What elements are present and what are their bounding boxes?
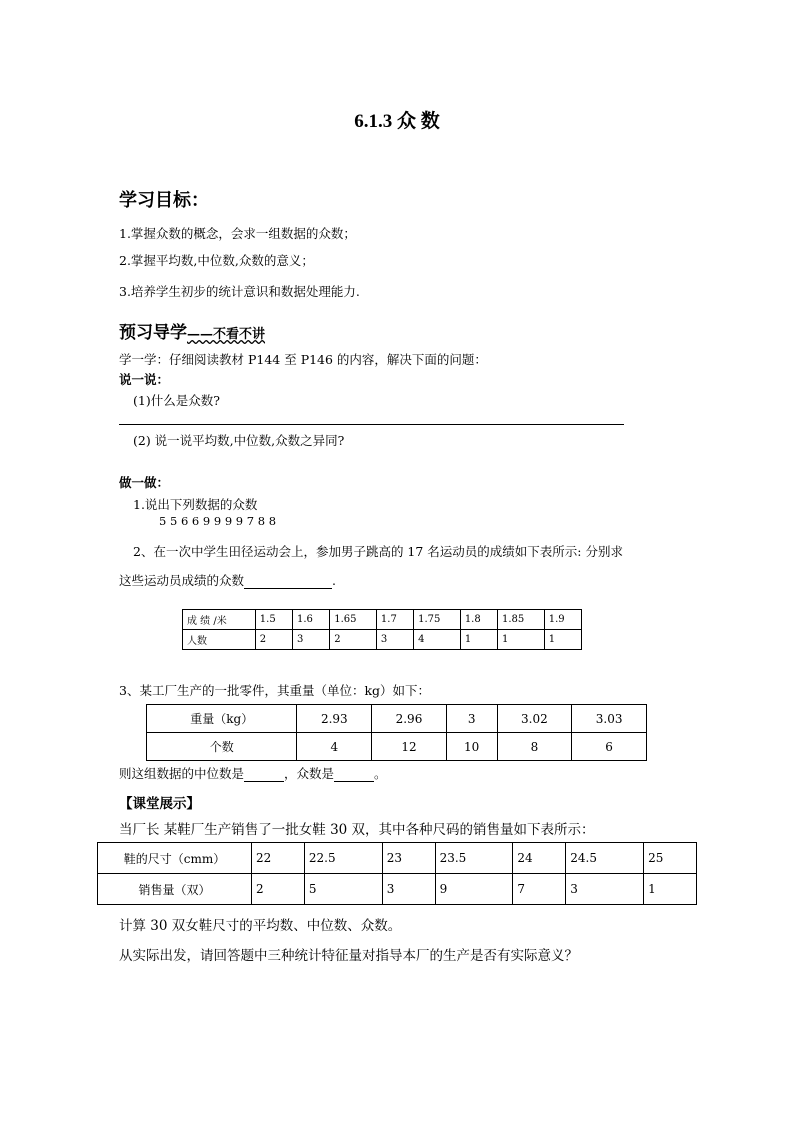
table-cell: 2 — [252, 874, 305, 905]
table-cell: 22 — [252, 843, 305, 874]
table-row — [98, 843, 697, 874]
table-row — [147, 733, 647, 761]
table-cell: 个数 — [147, 733, 297, 761]
table-cell: 3 — [376, 630, 413, 650]
table-cell: 1 — [498, 630, 545, 650]
table-cell: 重量（kg） — [147, 705, 297, 733]
table-cell: 1 — [644, 874, 697, 905]
table-cell: 5 — [304, 874, 382, 905]
table-cell: 2 — [330, 630, 377, 650]
table-cell: 2.93 — [297, 705, 372, 733]
practice-item-2-cont-text: 这些运动员成绩的众数 — [119, 573, 245, 588]
median-mode-text-a: 则这组数据的中位数是 — [119, 766, 245, 781]
answer-blank — [334, 768, 374, 782]
table-cell: 3.03 — [572, 705, 647, 733]
practice-item-2: 2、在一次中学生田径运动会上，参加男子跳高的 17 名运动员的成绩如下表所示: 分别求 — [133, 544, 623, 559]
table-cell: 22.5 — [304, 843, 382, 874]
table-cell: 3.02 — [497, 705, 572, 733]
table-cell: 25 — [644, 843, 697, 874]
objective-item: 1.掌握众数的概念，会求一组数据的众数； — [119, 226, 356, 241]
shuoshuo-heading: 说一说： — [119, 372, 170, 387]
table-cell: 3 — [382, 874, 435, 905]
table-cell: 10 — [446, 733, 497, 761]
practice-heading: 做一做： — [119, 475, 170, 490]
answer-blank — [244, 574, 332, 589]
table-cell: 1 — [544, 630, 581, 650]
practice-item-1: 1.说出下列数据的众数 — [133, 497, 258, 512]
table-cell: 23.5 — [435, 843, 513, 874]
table-cell: 1.65 — [330, 610, 377, 630]
table-cell: 4 — [414, 630, 461, 650]
practice-item-2-cont — [119, 571, 336, 589]
classroom-heading: 【课堂展示】 — [119, 796, 200, 812]
table-cell: 1.85 — [498, 610, 545, 630]
classroom-question-1: 计算 30 双女鞋尺寸的平均数、中位数、众数。 — [119, 918, 402, 934]
table-cell: 1.6 — [293, 610, 330, 630]
table-cell: 人数 — [183, 630, 256, 650]
table-cell: 1 — [460, 630, 497, 650]
table-row — [147, 705, 647, 733]
table-cell: 1.7 — [376, 610, 413, 630]
table-cell: 1.8 — [460, 610, 497, 630]
table-cell: 3 — [293, 630, 330, 650]
table-cell: 8 — [497, 733, 572, 761]
table-cell: 成 绩 /米 — [183, 610, 256, 630]
table-cell: 7 — [513, 874, 566, 905]
table-cell: 鞋的尺寸（cmm） — [98, 843, 252, 874]
table-cell: 1.75 — [414, 610, 461, 630]
shoe-sales-table — [97, 842, 697, 905]
table-row — [183, 630, 582, 650]
practice-item-3: 3、某工厂生产的一批零件，其重量（单位：kg）如下： — [119, 683, 431, 698]
table-cell: 2.96 — [372, 705, 447, 733]
table-cell: 1.9 — [544, 610, 581, 630]
practice-item-1-data: 5 5 6 6 9 9 9 9 7 8 8 — [159, 514, 277, 528]
question-compare: (2) 说一说平均数,中位数,众数之异同? — [133, 433, 345, 448]
table-cell: 1.5 — [255, 610, 292, 630]
answer-line — [119, 424, 624, 425]
table-cell: 6 — [572, 733, 647, 761]
answer-blank — [244, 768, 284, 782]
table-cell: 23 — [382, 843, 435, 874]
objective-item: 3.培养学生初步的统计意识和数据处理能力. — [119, 284, 360, 299]
table-row — [98, 874, 697, 905]
classroom-intro: 当厂长 某鞋厂生产销售了一批女鞋 30 双，其中各种尺码的销售量如下表所示： — [119, 822, 595, 838]
median-mode-question — [119, 764, 387, 782]
table-cell: 2 — [255, 630, 292, 650]
objectives-heading: 学习目标： — [119, 190, 209, 211]
table-row — [183, 610, 582, 630]
table-cell: 4 — [297, 733, 372, 761]
table-cell: 3 — [566, 874, 644, 905]
xuexue-line: 学一学：仔细阅读教材 P144 至 P146 的内容，解决下面的问题： — [119, 352, 487, 367]
median-mode-text-b: ，众数是 — [284, 766, 335, 781]
high-jump-table — [182, 609, 582, 650]
table-cell: 9 — [435, 874, 513, 905]
median-mode-text-c: 。 — [374, 766, 387, 781]
objective-item: 2.掌握平均数,中位数,众数的意义； — [119, 253, 314, 268]
table-cell: 12 — [372, 733, 447, 761]
page-title: 6.1.3 众 数 — [354, 111, 440, 132]
practice-item-2-end: . — [332, 573, 336, 588]
parts-weight-table — [146, 704, 647, 761]
classroom-question-2: 从实际出发，请回答题中三种统计特征量对指导本厂的生产是否有实际意义？ — [119, 948, 578, 964]
question-what-is-mode: (1)什么是众数? — [133, 393, 220, 408]
table-cell: 24 — [513, 843, 566, 874]
preview-heading-text: 预习导学 — [119, 323, 187, 343]
preview-subheading: ——不看不讲 — [187, 327, 266, 342]
table-cell: 销售量（双） — [98, 874, 252, 905]
table-cell: 24.5 — [566, 843, 644, 874]
table-cell: 3 — [446, 705, 497, 733]
preview-heading — [119, 318, 265, 343]
